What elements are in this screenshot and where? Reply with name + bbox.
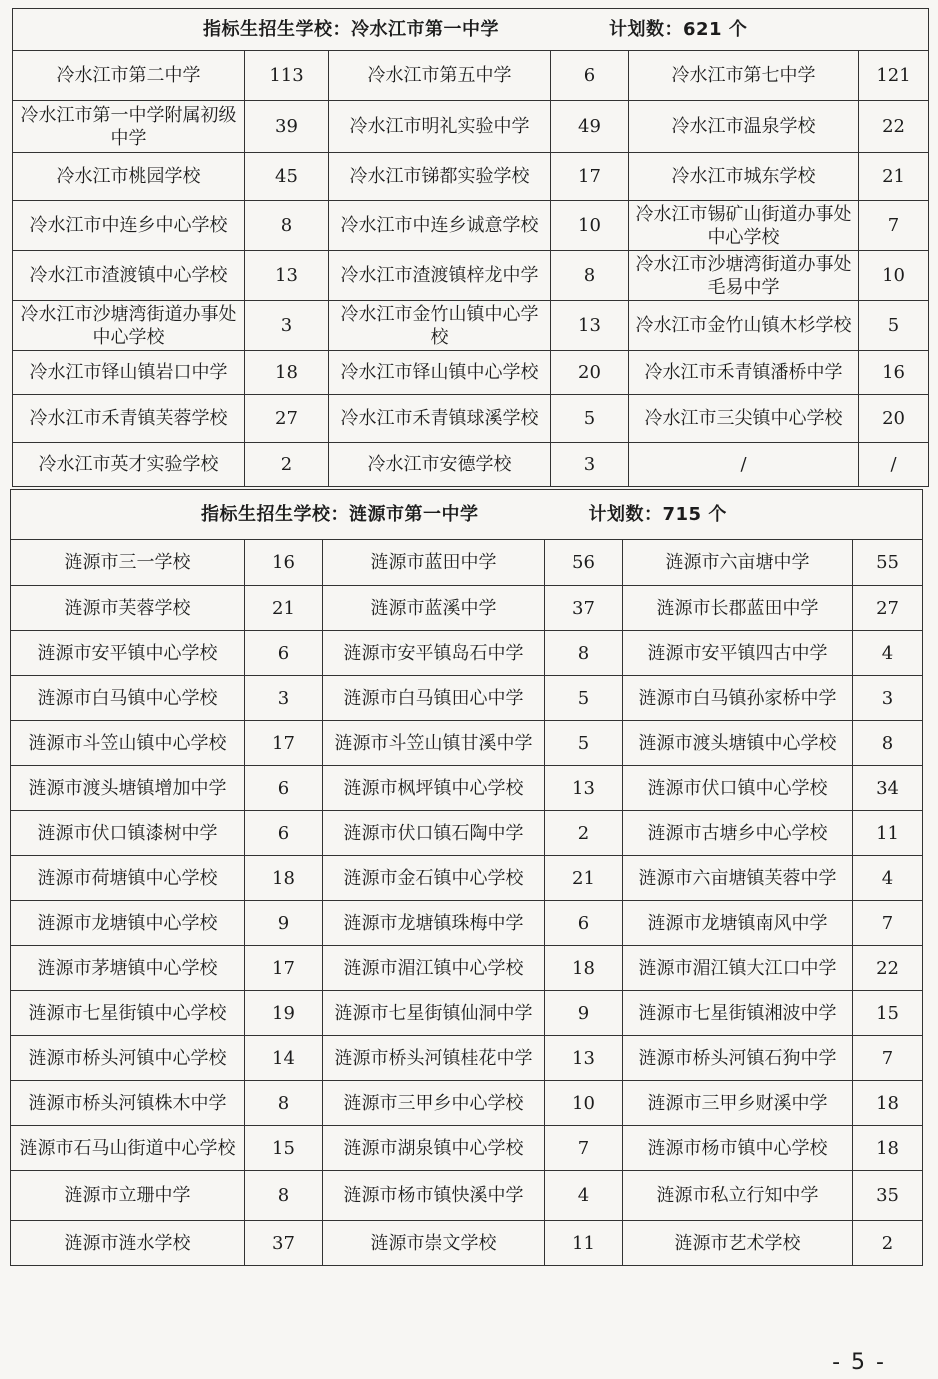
- quota-cell: 17: [245, 721, 323, 766]
- quota-cell: 20: [551, 351, 629, 395]
- quota-cell: 13: [545, 1036, 623, 1081]
- school-name-cell: 涟源市斗笠山镇甘溪中学: [323, 721, 545, 766]
- quota-cell: 8: [245, 201, 329, 251]
- quota-cell: 17: [245, 946, 323, 991]
- school-name-cell: 涟源市金石镇中心学校: [323, 856, 545, 901]
- table-row: [11, 631, 923, 676]
- quota-cell: 4: [853, 631, 923, 676]
- school-name-cell: 冷水江市沙塘湾街道办事处毛易中学: [629, 251, 859, 301]
- school-name-cell: 涟源市安平镇岛石中学: [323, 631, 545, 676]
- school-name-cell: 冷水江市渣渡镇中心学校: [13, 251, 245, 301]
- section-header-row: [13, 9, 929, 51]
- school-name-cell: 涟源市七星街镇仙洞中学: [323, 991, 545, 1036]
- quota-cell: 7: [853, 901, 923, 946]
- school-name-cell: 冷水江市第七中学: [629, 51, 859, 101]
- quota-cell: 22: [859, 101, 929, 153]
- school-name-cell: 涟源市茅塘镇中心学校: [11, 946, 245, 991]
- school-name-cell: 涟源市芙蓉学校: [11, 586, 245, 631]
- school-name-cell: 冷水江市桃园学校: [13, 153, 245, 201]
- school-name-cell: 涟源市湖泉镇中心学校: [323, 1126, 545, 1171]
- enrolling-school-label: 指标生招生学校：涟源市第一中学: [201, 504, 479, 525]
- school-name-cell: 涟源市蓝田中学: [323, 540, 545, 586]
- table-row: [13, 153, 929, 201]
- school-name-cell: 冷水江市禾青镇潘桥中学: [629, 351, 859, 395]
- school-name-cell: 涟源市龙塘镇珠梅中学: [323, 901, 545, 946]
- school-name-cell: 涟源市枫坪镇中心学校: [323, 766, 545, 811]
- quota-cell: 39: [245, 101, 329, 153]
- school-name-cell: 涟源市伏口镇石陶中学: [323, 811, 545, 856]
- quota-cell: 16: [245, 540, 323, 586]
- school-name-cell: 冷水江市铎山镇中心学校: [329, 351, 551, 395]
- quota-cell: 15: [853, 991, 923, 1036]
- quota-cell: 8: [545, 631, 623, 676]
- quota-cell: 34: [853, 766, 923, 811]
- school-name-cell: 冷水江市中连乡中心学校: [13, 201, 245, 251]
- table-row: [11, 586, 923, 631]
- quota-cell: 11: [545, 1221, 623, 1266]
- quota-cell: 2: [853, 1221, 923, 1266]
- quota-cell: 7: [853, 1036, 923, 1081]
- quota-cell: 10: [859, 251, 929, 301]
- table-row: [11, 856, 923, 901]
- school-name-cell: 涟源市六亩塘镇芙蓉中学: [623, 856, 853, 901]
- quota-cell: 6: [551, 51, 629, 101]
- school-name-cell: 涟源市艺术学校: [623, 1221, 853, 1266]
- school-name-cell: 冷水江市铎山镇岩口中学: [13, 351, 245, 395]
- school-name-cell: 涟源市石马山街道中心学校: [11, 1126, 245, 1171]
- table-row: [11, 1081, 923, 1126]
- table-row: [13, 101, 929, 153]
- quota-cell: 18: [853, 1126, 923, 1171]
- school-name-cell: 涟源市桥头河镇株木中学: [11, 1081, 245, 1126]
- school-name-cell: 涟源市伏口镇中心学校: [623, 766, 853, 811]
- quota-cell: 21: [245, 586, 323, 631]
- school-name-cell: 冷水江市温泉学校: [629, 101, 859, 153]
- quota-cell: 49: [551, 101, 629, 153]
- school-name-cell: 涟源市三甲乡财溪中学: [623, 1081, 853, 1126]
- school-name-cell: 冷水江市锡矿山街道办事处中心学校: [629, 201, 859, 251]
- quota-cell: 2: [245, 443, 329, 487]
- school-name-cell: 冷水江市中连乡诚意学校: [329, 201, 551, 251]
- quota-cell: 27: [245, 395, 329, 443]
- quota-cell: 18: [245, 856, 323, 901]
- quota-cell: 3: [245, 301, 329, 351]
- quota-cell: 3: [551, 443, 629, 487]
- quota-cell: /: [859, 443, 929, 487]
- school-name-cell: 涟源市荷塘镇中心学校: [11, 856, 245, 901]
- school-name-cell: 涟源市桥头河镇中心学校: [11, 1036, 245, 1081]
- school-name-cell: 涟源市杨市镇中心学校: [623, 1126, 853, 1171]
- quota-cell: 3: [853, 676, 923, 721]
- quota-cell: 4: [545, 1171, 623, 1221]
- school-name-cell: 涟源市私立行知中学: [623, 1171, 853, 1221]
- quota-cell: 35: [853, 1171, 923, 1221]
- section-lianyuan: [10, 489, 922, 1266]
- school-name-cell: 涟源市七星街镇中心学校: [11, 991, 245, 1036]
- quota-cell: 8: [245, 1081, 323, 1126]
- table-row: [11, 811, 923, 856]
- school-name-cell: 涟源市杨市镇快溪中学: [323, 1171, 545, 1221]
- quota-cell: 10: [545, 1081, 623, 1126]
- quota-cell: 55: [853, 540, 923, 586]
- quota-cell: 8: [853, 721, 923, 766]
- quota-cell: 13: [545, 766, 623, 811]
- quota-cell: 16: [859, 351, 929, 395]
- quota-cell: 4: [853, 856, 923, 901]
- school-name-cell: 冷水江市锑都实验学校: [329, 153, 551, 201]
- quota-cell: 121: [859, 51, 929, 101]
- quota-cell: 21: [859, 153, 929, 201]
- table-row: [11, 946, 923, 991]
- table-row: [11, 721, 923, 766]
- quota-cell: 2: [545, 811, 623, 856]
- quota-cell: 10: [551, 201, 629, 251]
- school-name-cell: 涟源市立珊中学: [11, 1171, 245, 1221]
- table-row: [13, 443, 929, 487]
- table-row: [11, 901, 923, 946]
- school-name-cell: 冷水江市第一中学附属初级中学: [13, 101, 245, 153]
- school-name-cell: 冷水江市英才实验学校: [13, 443, 245, 487]
- table-row: [11, 676, 923, 721]
- school-name-cell: 涟源市龙塘镇南风中学: [623, 901, 853, 946]
- school-name-cell: 涟源市湄江镇中心学校: [323, 946, 545, 991]
- quota-cell: 6: [245, 811, 323, 856]
- school-name-cell: 涟源市湄江镇大江口中学: [623, 946, 853, 991]
- quota-cell: 18: [853, 1081, 923, 1126]
- school-name-cell: /: [629, 443, 859, 487]
- quota-cell: 56: [545, 540, 623, 586]
- table-row: [11, 1036, 923, 1081]
- school-name-cell: 涟源市崇文学校: [323, 1221, 545, 1266]
- quota-cell: 9: [545, 991, 623, 1036]
- quota-cell: 113: [245, 51, 329, 101]
- school-name-cell: 涟源市渡头塘镇增加中学: [11, 766, 245, 811]
- quota-table: [12, 8, 929, 487]
- quota-cell: 37: [245, 1221, 323, 1266]
- school-name-cell: 涟源市白马镇孙家桥中学: [623, 676, 853, 721]
- school-name-cell: 冷水江市沙塘湾街道办事处中心学校: [13, 301, 245, 351]
- quota-cell: 22: [853, 946, 923, 991]
- school-name-cell: 涟源市长郡蓝田中学: [623, 586, 853, 631]
- school-name-cell: 涟源市古塘乡中心学校: [623, 811, 853, 856]
- enrolling-school-label: 指标生招生学校：冷水江市第一中学: [203, 19, 499, 40]
- table-row: [13, 395, 929, 443]
- table-row: [13, 251, 929, 301]
- quota-cell: 3: [245, 676, 323, 721]
- quota-table: [10, 489, 923, 1266]
- quota-cell: 20: [859, 395, 929, 443]
- quota-cell: 27: [853, 586, 923, 631]
- school-name-cell: 涟源市六亩塘中学: [623, 540, 853, 586]
- plan-count-label: 计划数：621 个: [609, 19, 748, 40]
- table-row: [11, 540, 923, 586]
- quota-cell: 13: [245, 251, 329, 301]
- quota-cell: 7: [859, 201, 929, 251]
- school-name-cell: 涟源市蓝溪中学: [323, 586, 545, 631]
- quota-cell: 19: [245, 991, 323, 1036]
- school-name-cell: 涟源市伏口镇漆树中学: [11, 811, 245, 856]
- school-name-cell: 冷水江市明礼实验中学: [329, 101, 551, 153]
- school-name-cell: 涟源市安平镇四古中学: [623, 631, 853, 676]
- school-name-cell: 冷水江市第二中学: [13, 51, 245, 101]
- quota-cell: 18: [545, 946, 623, 991]
- quota-cell: 17: [551, 153, 629, 201]
- school-name-cell: 涟源市涟水学校: [11, 1221, 245, 1266]
- quota-cell: 6: [245, 766, 323, 811]
- quota-cell: 11: [853, 811, 923, 856]
- quota-cell: 21: [545, 856, 623, 901]
- school-name-cell: 涟源市白马镇中心学校: [11, 676, 245, 721]
- quota-cell: 5: [545, 721, 623, 766]
- plan-count-label: 计划数：715 个: [588, 504, 727, 525]
- section-header: [13, 9, 929, 51]
- quota-cell: 8: [245, 1171, 323, 1221]
- school-name-cell: 冷水江市禾青镇球溪学校: [329, 395, 551, 443]
- school-name-cell: 冷水江市安德学校: [329, 443, 551, 487]
- section-header-row: [11, 490, 923, 540]
- school-name-cell: 涟源市三甲乡中心学校: [323, 1081, 545, 1126]
- school-name-cell: 冷水江市城东学校: [629, 153, 859, 201]
- school-name-cell: 冷水江市三尖镇中心学校: [629, 395, 859, 443]
- quota-cell: 7: [545, 1126, 623, 1171]
- school-name-cell: 涟源市桥头河镇石狗中学: [623, 1036, 853, 1081]
- school-name-cell: 涟源市安平镇中心学校: [11, 631, 245, 676]
- school-name-cell: 冷水江市渣渡镇梓龙中学: [329, 251, 551, 301]
- table-row: [11, 991, 923, 1036]
- quota-cell: 13: [551, 301, 629, 351]
- school-name-cell: 涟源市龙塘镇中心学校: [11, 901, 245, 946]
- school-name-cell: 涟源市斗笠山镇中心学校: [11, 721, 245, 766]
- school-name-cell: 冷水江市金竹山镇木杉学校: [629, 301, 859, 351]
- table-row: [11, 1221, 923, 1266]
- quota-cell: 6: [545, 901, 623, 946]
- table-row: [11, 1171, 923, 1221]
- table-row: [13, 301, 929, 351]
- quota-cell: 15: [245, 1126, 323, 1171]
- quota-cell: 6: [245, 631, 323, 676]
- quota-cell: 8: [551, 251, 629, 301]
- school-name-cell: 冷水江市金竹山镇中心学校: [329, 301, 551, 351]
- quota-cell: 9: [245, 901, 323, 946]
- school-name-cell: 涟源市七星街镇湘波中学: [623, 991, 853, 1036]
- school-name-cell: 涟源市三一学校: [11, 540, 245, 586]
- school-name-cell: 涟源市渡头塘镇中心学校: [623, 721, 853, 766]
- table-row: [13, 351, 929, 395]
- school-name-cell: 冷水江市禾青镇芙蓉学校: [13, 395, 245, 443]
- quota-cell: 5: [859, 301, 929, 351]
- quota-cell: 14: [245, 1036, 323, 1081]
- quota-cell: 45: [245, 153, 329, 201]
- table-row: [11, 1126, 923, 1171]
- quota-cell: 37: [545, 586, 623, 631]
- section-header: [11, 490, 923, 540]
- table-row: [13, 51, 929, 101]
- quota-cell: 18: [245, 351, 329, 395]
- table-row: [11, 766, 923, 811]
- table-row: [13, 201, 929, 251]
- section-lengshuijiang: [12, 8, 928, 487]
- page-number: - 5 -: [832, 1350, 886, 1375]
- quota-cell: 5: [545, 676, 623, 721]
- school-name-cell: 涟源市白马镇田心中学: [323, 676, 545, 721]
- quota-cell: 5: [551, 395, 629, 443]
- school-name-cell: 冷水江市第五中学: [329, 51, 551, 101]
- school-name-cell: 涟源市桥头河镇桂花中学: [323, 1036, 545, 1081]
